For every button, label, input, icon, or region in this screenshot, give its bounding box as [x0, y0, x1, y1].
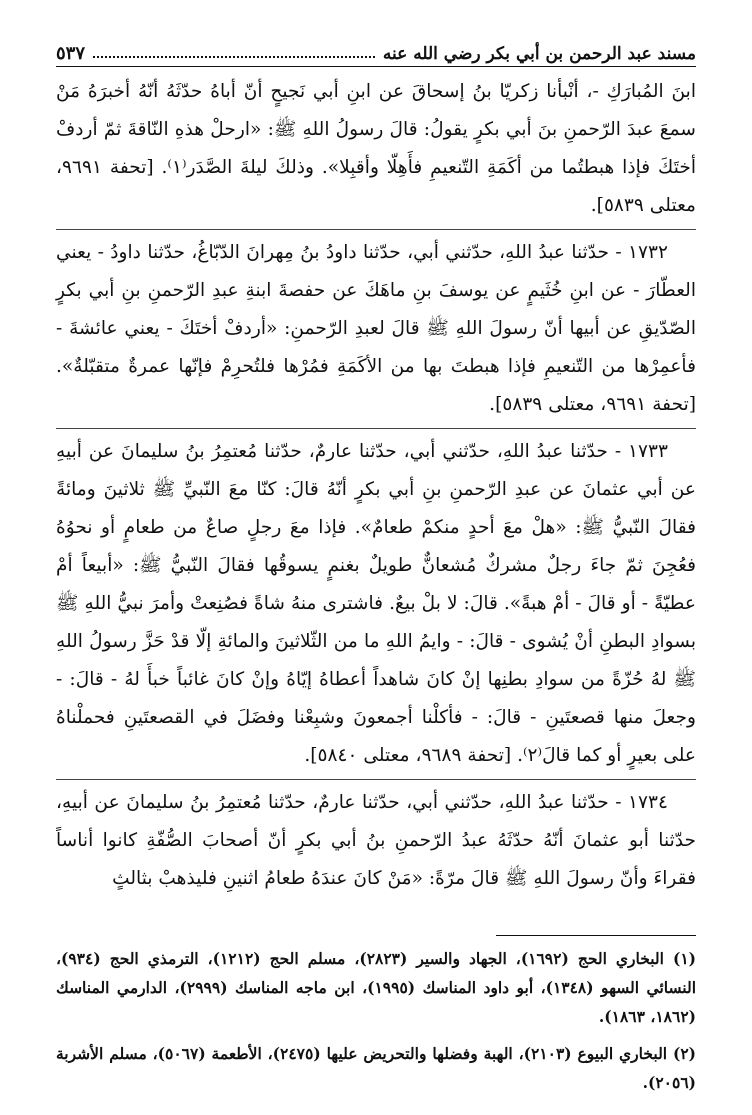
hadith-separator — [56, 428, 696, 429]
hadith-separator — [56, 779, 696, 780]
page-header — [56, 30, 696, 64]
footnote-1: (١) البخاري الحج (١٦٩٢)، الجهاد والسير (٢٨٢٣)، مسلم الحج (١٢١٢)، الترمذي الحج (٩٣٤)، النسائي السهو (١٣٤٨)، أبو داود المناسك (١٩٩٥)، ابن ماجه المناسك (٢٩٩٩)، الدارمي المناسك (١٨٦٢، ١٨٦٣). — [56, 949, 697, 1026]
footnote-rule — [496, 935, 696, 936]
hadith-1733: ١٧٣٣ - حدّثنا عبدُ اللهِ، حدّثني أبي، حدّثنا عارمٌ، حدّثنا مُعتمِرُ بنُ سليمانَ عن أبيهِ عن أبي عثمانَ عن عبدِ الرّحمنِ بنِ أبي بكرٍ أنّهُ قالَ: كنّا معَ النّبيِّ ﷺ ثلاثينَ ومائةً فقالَ النّبيُّ ﷺ: «هلْ معَ أحدٍ منكمْ طعامٌ». فإذا معَ رجلٍ صاعٌ من طعامٍ أو نحوُهُ فعُجِنَ ثمّ جاءَ رجلٌ مشركٌ مُشعانٌّ طويلٌ بغنمٍ يسوقُها فقالَ النّبيُّ ﷺ: «أبيعاً أمْ عطيّةً - أو قالَ - أمْ هبةً». قالَ: لا بلْ بيعٌ. فاشترى منهُ شاةً فصُنِعتْ وأمرَ نبيُّ اللهِ ﷺ بسوادِ البطنِ أنْ يُشوى - قالَ: - وايمُ اللهِ ما من الثّلاثينَ والمائةِ إلّا قدْ حَزَّ رسولُ اللهِ ﷺ لهُ حُزّةً من سوادِ بطنِها إنْ كانَ شاهداً أعطاهُ إيّاهُ وإنْ كانَ غائباً خبأَ لهُ - قالَ: - وجعلَ منها قصعتَينِ - قالَ: - فأكلْنا أجمعونَ وشبِعْنا وفضَلَ في القصعتَينِ فحملْناهُ على بعيرٍ أو كما قالَ⁽٢⁾. [تحفة ٩٦٨٩، معتلى ٥٨٤٠]. — [56, 441, 696, 766]
hadith-1732: ١٧٣٢ - حدّثنا عبدُ اللهِ، حدّثني أبي، حدّثنا داودُ بنُ مِهرانَ الدّبّاغُ، حدّثنا داودُ - يعني العطّارَ - عن ابنِ خُثَيمٍ عن يوسفَ بنِ ماهَكَ عن حفصةَ ابنةِ عبدِ الرّحمنِ بنِ أبي بكرٍ الصّدّيقِ عن أبيها أنّ رسولَ اللهِ ﷺ قالَ لعبدِ الرّحمنِ: «أردفْ أختَكَ - يعني عائشةَ - فأعمِرْها من التّنعيمِ فإذا هبطتَ بها من الأكَمَةِ فمُرْها فلتُحرِمْ فإنّها عمرةٌ متقبّلةٌ». [تحفة ٩٦٩١، معتلى ٥٨٣٩]. — [56, 242, 696, 415]
leader-dots — [93, 56, 375, 58]
footnote-2: (٢) البخاري البيوع (٢١٠٣)، الهبة وفضلها والتحريض عليها (٢٤٧٥)، الأطعمة (٥٠٦٧)، مسلم الأشربة (٢٠٥٦). — [56, 1044, 696, 1092]
page-number: ٥٣٧ — [56, 43, 86, 64]
hadith-separator — [56, 229, 696, 230]
main-text — [56, 73, 696, 898]
paragraph-continuation: ابنَ المُبارَكِ -، أنْبأنا زكريّا بنُ إسحاقَ عن ابنِ أبي نَجيحٍ أنّ أباهُ حدّثَهُ أنّهُ أخبرَهُ مَنْ سمعَ عبدَ الرّحمنِ بنَ أبي بكرٍ يقولُ: قالَ رسولُ اللهِ ﷺ: «ارحلْ هذهِ النّاقةَ ثمّ أردفْ أختَكَ فإذا هبطتُما من أكَمَةِ التّنعيمِ فأَهِلّا وأقبِلا». وذلكَ ليلةَ الصَّدَر⁽١⁾. [تحفة ٩٦٩١، معتلى ٥٨٣٩]. — [56, 81, 696, 216]
hadith-1734: ١٧٣٤ - حدّثنا عبدُ اللهِ، حدّثني أبي، حدّثنا عارمٌ، حدّثنا مُعتمِرُ بنُ سليمانَ عن أبيهِ، حدّثنا أبو عثمانَ أنّهُ حدّثَهُ عبدُ الرّحمنِ بنُ أبي بكرٍ أنّ أصحابَ الصُّفّةِ كانوا أناساً فقراءَ وأنّ رسولَ اللهِ ﷺ قالَ مرّةً: «مَنْ كانَ عندَهُ طعامُ اثنينِ فليذهبْ بثالثٍ — [56, 792, 696, 889]
header-rule — [56, 66, 696, 67]
footnotes — [56, 935, 696, 1105]
running-title: مسند عبد الرحمن بن أبي بكر رضي الله عنه — [382, 44, 696, 64]
